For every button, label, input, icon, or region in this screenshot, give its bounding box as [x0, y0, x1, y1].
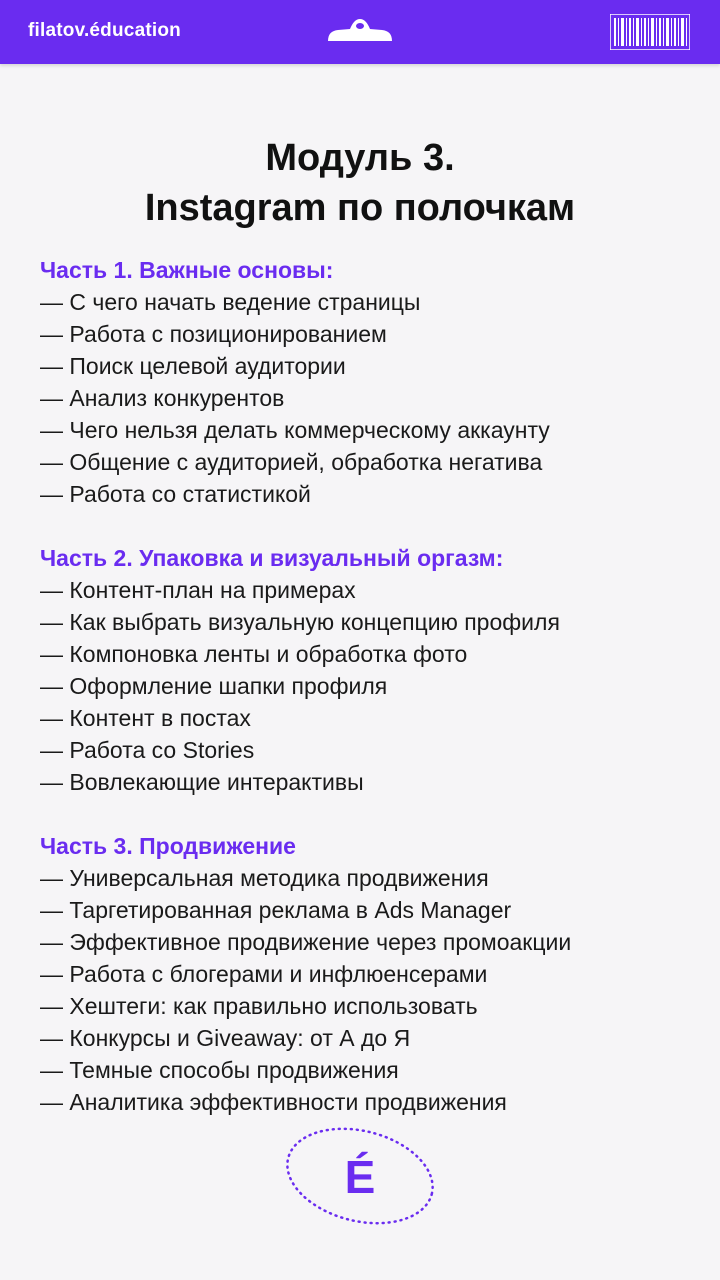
list-item: — Как выбрать визуальную концепцию профиля	[40, 609, 560, 635]
list-item: — Оформление шапки профиля	[40, 673, 388, 699]
list-item: — Таргетированная реклама в Ads Manager	[40, 897, 512, 923]
hanger-tab-icon	[324, 17, 396, 43]
list-item: — Темные способы продвижения	[40, 1057, 399, 1083]
list-item: — Универсальная методика продвижения	[40, 865, 489, 891]
list-item: — Общение с аудиторией, обработка негатива	[40, 449, 543, 475]
logo-badge	[282, 1126, 438, 1226]
list-item: — С чего начать ведение страницы	[40, 289, 421, 315]
brand-name: filatov.éducation	[28, 20, 181, 41]
list-item: — Аналитика эффективности продвижения	[40, 1089, 507, 1115]
section-heading: Часть 2. Упаковка и визуальный оргазм:	[40, 545, 504, 571]
section-part-3	[40, 830, 700, 1118]
section-heading: Часть 3. Продвижение	[40, 833, 296, 859]
logo-letter: É	[344, 1151, 376, 1203]
list-item: — Контент в постах	[40, 705, 251, 731]
barcode-icon	[610, 14, 690, 50]
section-part-1	[40, 254, 700, 510]
list-item: — Компоновка ленты и обработка фото	[40, 641, 468, 667]
list-item: — Чего нельзя делать коммерческому аккаунту	[40, 417, 550, 443]
section-heading: Часть 1. Важные основы:	[40, 257, 334, 283]
top-bar	[0, 0, 720, 64]
module-content	[40, 254, 700, 1150]
list-item: — Поиск целевой аудитории	[40, 353, 346, 379]
list-item: — Анализ конкурентов	[40, 385, 285, 411]
list-item: — Эффективное продвижение через промоакции	[40, 929, 572, 955]
list-item: — Работа со Stories	[40, 737, 255, 763]
list-item: — Хештеги: как правильно использовать	[40, 993, 478, 1019]
page-title	[0, 133, 720, 233]
list-item: — Работа с позиционированием	[40, 321, 387, 347]
title-line-2: Instagram по полочкам	[144, 187, 576, 229]
list-item: — Вовлекающие интерактивы	[40, 769, 364, 795]
list-item: — Контент-план на примерах	[40, 577, 356, 603]
section-part-2	[40, 542, 700, 798]
list-item: — Конкурсы и Giveaway: от А до Я	[40, 1025, 411, 1051]
list-item: — Работа с блогерами и инфлюенсерами	[40, 961, 488, 987]
list-item: — Работа со статистикой	[40, 481, 311, 507]
title-line-1: Модуль 3.	[265, 137, 455, 179]
